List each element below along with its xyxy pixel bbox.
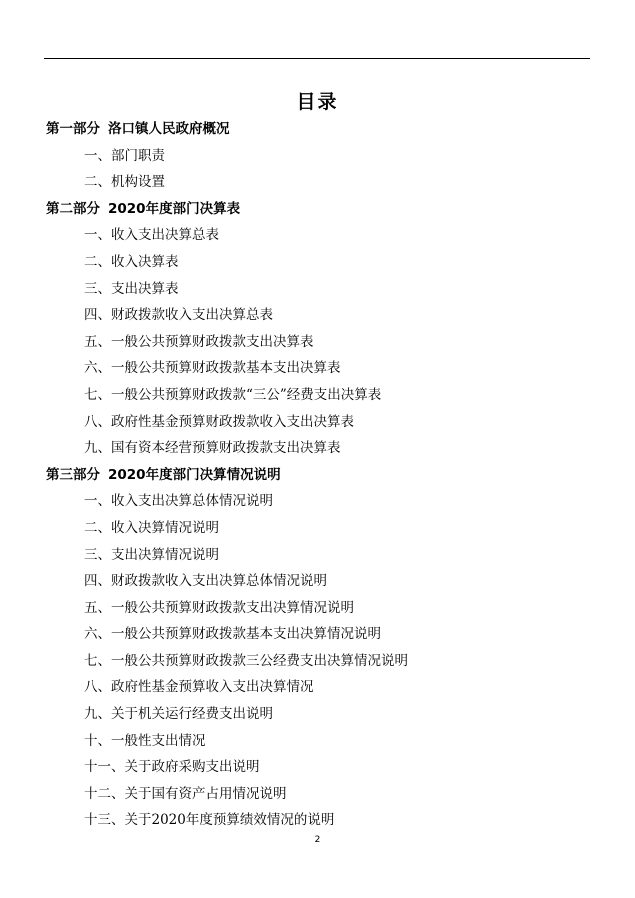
toc-item[interactable]: 一、部门职责: [84, 147, 165, 164]
toc-item[interactable]: 九、关于机关运行经费支出说明: [84, 706, 273, 723]
table-of-contents: [0, 116, 635, 834]
toc-item[interactable]: 七、一般公共预算财政拨款“三公”经费支出决算表: [84, 386, 382, 403]
toc-part-title: 2020年度部门决算表: [108, 200, 241, 217]
toc-part-2[interactable]: [0, 196, 635, 223]
toc-part-number: 第一部分: [46, 121, 100, 137]
toc-part-title: 洛口镇人民政府概况: [108, 121, 230, 137]
toc-item[interactable]: 八、政府性基金预算收入支出决算情况: [84, 679, 314, 696]
toc-item[interactable]: 七、一般公共预算财政拨款三公经费支出决算情况说明: [84, 652, 408, 669]
toc-item[interactable]: 十一、关于政府采购支出说明: [84, 759, 260, 776]
toc-item[interactable]: 八、政府性基金预算财政拨款收入支出决算表: [84, 413, 354, 430]
toc-item[interactable]: 四、财政拨款收入支出决算总表: [84, 307, 273, 324]
toc-part-title: 2020年度部门决算情况说明: [108, 466, 281, 483]
toc-part-1[interactable]: [0, 116, 635, 143]
toc-item[interactable]: 二、收入决算情况说明: [84, 519, 219, 536]
toc-item[interactable]: 三、支出决算情况说明: [84, 546, 219, 563]
toc-part-number: 第二部分: [46, 200, 100, 217]
toc-part-number: 第三部分: [46, 466, 100, 483]
toc-item[interactable]: 二、收入决算表: [84, 253, 179, 270]
toc-item[interactable]: 九、国有资本经营预算财政拨款支出决算表: [84, 440, 341, 457]
toc-item[interactable]: 四、财政拨款收入支出决算总体情况说明: [84, 573, 327, 590]
toc-item[interactable]: 一、收入支出决算总体情况说明: [84, 493, 273, 510]
toc-item[interactable]: 十、一般性支出情况: [84, 732, 206, 749]
toc-item[interactable]: 五、一般公共预算财政拨款支出决算表: [84, 333, 314, 350]
header-rule: [44, 58, 590, 59]
page-number: 2: [314, 835, 321, 845]
toc-title: 目录: [296, 91, 339, 113]
toc-item[interactable]: 十三、关于2020年度预算绩效情况的说明: [84, 812, 335, 829]
toc-item[interactable]: 二、机构设置: [84, 174, 165, 191]
toc-item[interactable]: 一、收入支出决算总表: [84, 227, 219, 244]
toc-item[interactable]: 六、一般公共预算财政拨款基本支出决算表: [84, 360, 341, 377]
toc-part-3[interactable]: [0, 462, 635, 489]
toc-item[interactable]: 五、一般公共预算财政拨款支出决算情况说明: [84, 599, 354, 616]
toc-item[interactable]: 十二、关于国有资产占用情况说明: [84, 785, 287, 802]
toc-item[interactable]: 六、一般公共预算财政拨款基本支出决算情况说明: [84, 626, 381, 643]
toc-item[interactable]: 三、支出决算表: [84, 280, 179, 297]
